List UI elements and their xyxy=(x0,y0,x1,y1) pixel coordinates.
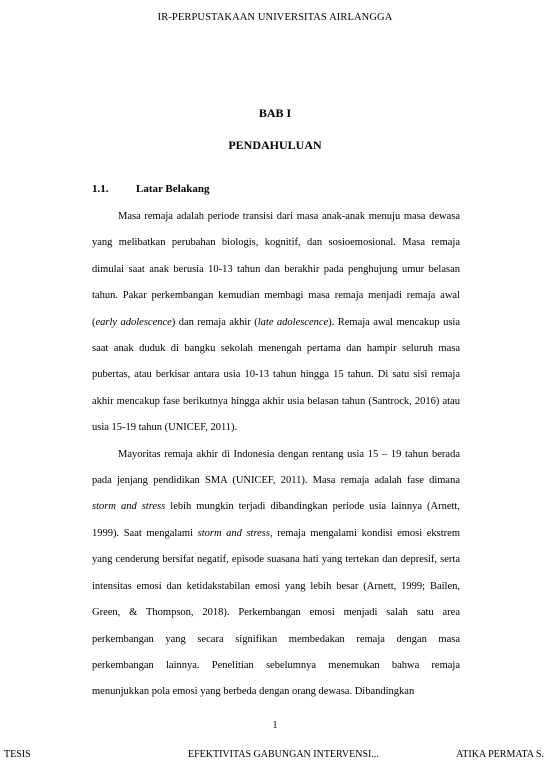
paragraph-2-text-b: lebih mungkin terjadi dibandingkan periode usia lainnya (Arnett, 1999). Saat mengalami xyxy=(92,501,460,539)
page-header: IR-PERPUSTAKAAN UNIVERSITAS AIRLANGGA xyxy=(157,12,393,23)
paragraph-1-text-c: ). Remaja awal mencakup usia saat anak duduk di bangku sekolah menengah pertama dan hampir seluruh masa pubertas, atau berkisar antara usia 10-13 tahun hingga 15 tahun. Di satu sisi remaja akhir mencakup fase berikutnya hingga akhir usia belasan tahun (Santrock, 2016) atau usia 15-19 tahun (UNICEF, 2011). xyxy=(92,316,460,434)
paragraph-2-italic-b: storm and stress, xyxy=(197,527,273,539)
page-number: 1 xyxy=(272,720,278,731)
paragraph-1 xyxy=(92,204,460,442)
chapter-title: PENDAHULUAN xyxy=(228,138,322,152)
footer-center: EFEKTIVITAS GABUNGAN INTERVENSI... xyxy=(187,749,379,760)
paragraph-1-text-a: Masa remaja adalah periode transisi dari masa anak-anak menuju masa dewasa yang melibatkan perubahan biologis, kognitif, dan sosioemosional. Masa remaja dimulai saat anak berusia 10-13 tahun dan berakhir pada penghujung umur belasan tahun. Pakar perkembangan kemudian membagi masa remaja menjadi remaja awal ( xyxy=(92,211,460,328)
chapter-number: BAB I xyxy=(258,106,292,120)
paragraph-2-text-c: remaja mengalami kondisi emosi ekstrem yang cenderung bersifat negatif, episode suasana hati yang tertekan dan depresif, serta intensitas emosi dan ketidakstabilan emosi yang lebih besar (Arnett, 1999; Bailen, Green, & Thompson, 2018). Perkembangan emosi menjadi salah satu area perkembangan yang secara signifikan membedakan remaja dengan masa perkembangan lainnya. Penelitian sebelumnya menemukan bahwa remaja menunjukkan pola emosi yang berbeda dengan orang dewasa. Dibandingkan xyxy=(92,527,460,698)
page-footer xyxy=(4,749,544,760)
footer-left: TESIS xyxy=(4,749,31,760)
section-number: 1.1. xyxy=(92,183,109,195)
paragraph-1-italic-a: early adolescence xyxy=(95,316,172,328)
paragraph-2-italic-a: storm and stress xyxy=(92,501,166,513)
body-text xyxy=(92,204,460,706)
paragraph-2-text-a: Mayoritas remaja akhir di Indonesia dengan rentang usia 15 – 19 tahun berada pada jenjang pendidikan SMA (UNICEF, 2011). Masa remaja adalah fase dimana xyxy=(92,448,460,487)
paragraph-2 xyxy=(92,442,460,706)
paragraph-1-text-b: ) dan remaja akhir ( xyxy=(171,316,258,328)
paragraph-1-italic-b: late adolescence xyxy=(257,316,329,328)
section-heading xyxy=(92,183,209,195)
footer-right: ATIKA PERMATA S. xyxy=(456,749,544,760)
section-title: Latar Belakang xyxy=(136,183,210,195)
